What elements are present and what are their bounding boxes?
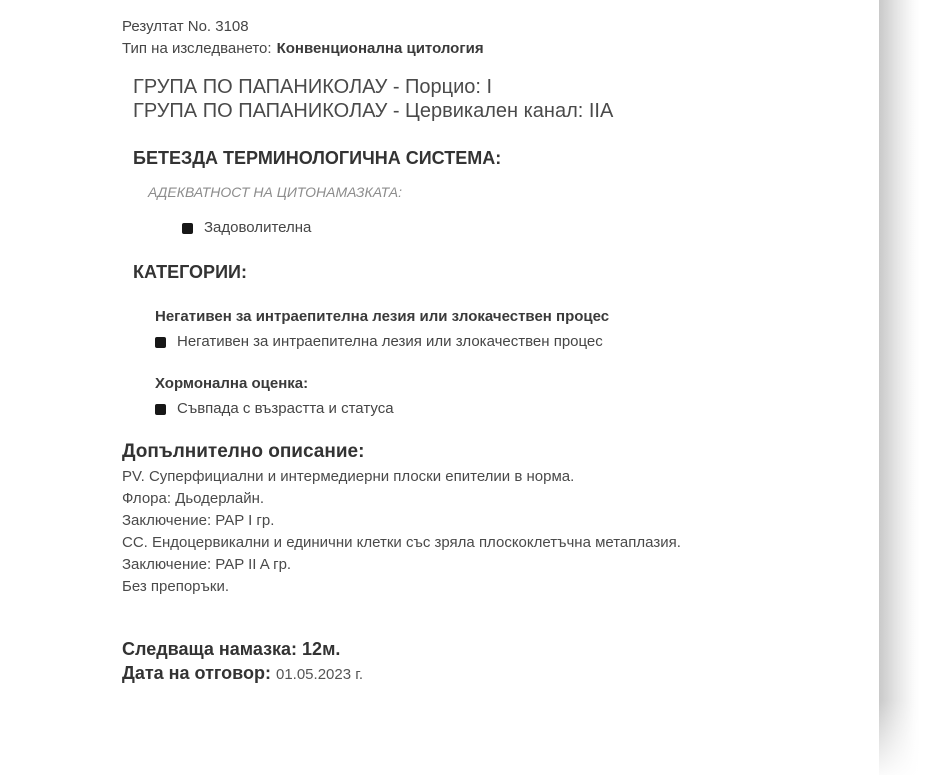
category-item-negative bbox=[155, 332, 880, 352]
next-smear-value: 12м. bbox=[302, 639, 341, 659]
next-smear-line bbox=[122, 637, 880, 661]
bethesda-system-title: БЕТЕЗДА ТЕРМИНОЛОГИЧНА СИСТЕМА: bbox=[133, 148, 502, 168]
additional-description-line: Заключение: PAP I гр. bbox=[122, 512, 275, 529]
additional-description-line: PV. Суперфициални и интермедиерни плоски епителии в норма. bbox=[122, 468, 575, 485]
exam-type-line bbox=[122, 38, 880, 60]
next-smear-label: Следваща намазка: bbox=[122, 639, 298, 659]
answer-date-line bbox=[122, 661, 880, 687]
category-item-negative-label: Негативен за интраепителна лезия или злокачествен процес bbox=[177, 333, 603, 350]
exam-type-label: Тип на изследването: bbox=[122, 40, 272, 57]
additional-description-title: Допълнително описание: bbox=[122, 441, 365, 462]
answer-date-value: 01.05.2023 г. bbox=[275, 666, 364, 683]
adequacy-heading: АДЕКВАТНОСТ НА ЦИТОНАМАЗКАТА: bbox=[148, 184, 402, 200]
additional-description-line: Заключение: PAP II A гр. bbox=[122, 556, 292, 573]
adequacy-item bbox=[182, 218, 880, 238]
bullet-square-icon bbox=[155, 404, 166, 415]
category-item-hormonal-label: Съвпада с възрастта и статуса bbox=[177, 400, 394, 417]
category-heading-hormonal: Хормонална оценка: bbox=[155, 375, 309, 392]
adequacy-item-label: Задоволителна bbox=[204, 219, 312, 236]
page-edge-shadow bbox=[879, 0, 920, 775]
papanicolaou-group-block bbox=[133, 75, 880, 123]
bullet-square-icon bbox=[155, 337, 166, 348]
answer-date-label: Дата на отговор: bbox=[122, 663, 271, 683]
exam-type-value: Конвенционална цитология bbox=[276, 40, 484, 57]
pap-group-cervical-canal-line: ГРУПА ПО ПАПАНИКОЛАУ - Цервикален канал: IIA bbox=[133, 100, 614, 122]
category-heading-negative: Негативен за интраепителна лезия или злокачествен процес bbox=[155, 308, 610, 325]
additional-description-line: СС. Ендоцервикални и единични клетки със зряла плоскоклетъчна метаплазия. bbox=[122, 534, 681, 551]
additional-description-line: Флора: Дьодерлайн. bbox=[122, 490, 265, 507]
additional-description-line: Без препоръки. bbox=[122, 578, 229, 595]
category-item-hormonal bbox=[155, 399, 880, 419]
pap-group-portio-line: ГРУПА ПО ПАПАНИКОЛАУ - Порцио: I bbox=[133, 76, 493, 98]
bullet-square-icon bbox=[182, 223, 193, 234]
result-number: Резултат No. 3108 bbox=[122, 18, 249, 35]
page-edge-shadow-fade bbox=[879, 700, 920, 775]
categories-title: КАТЕГОРИИ: bbox=[133, 262, 247, 282]
